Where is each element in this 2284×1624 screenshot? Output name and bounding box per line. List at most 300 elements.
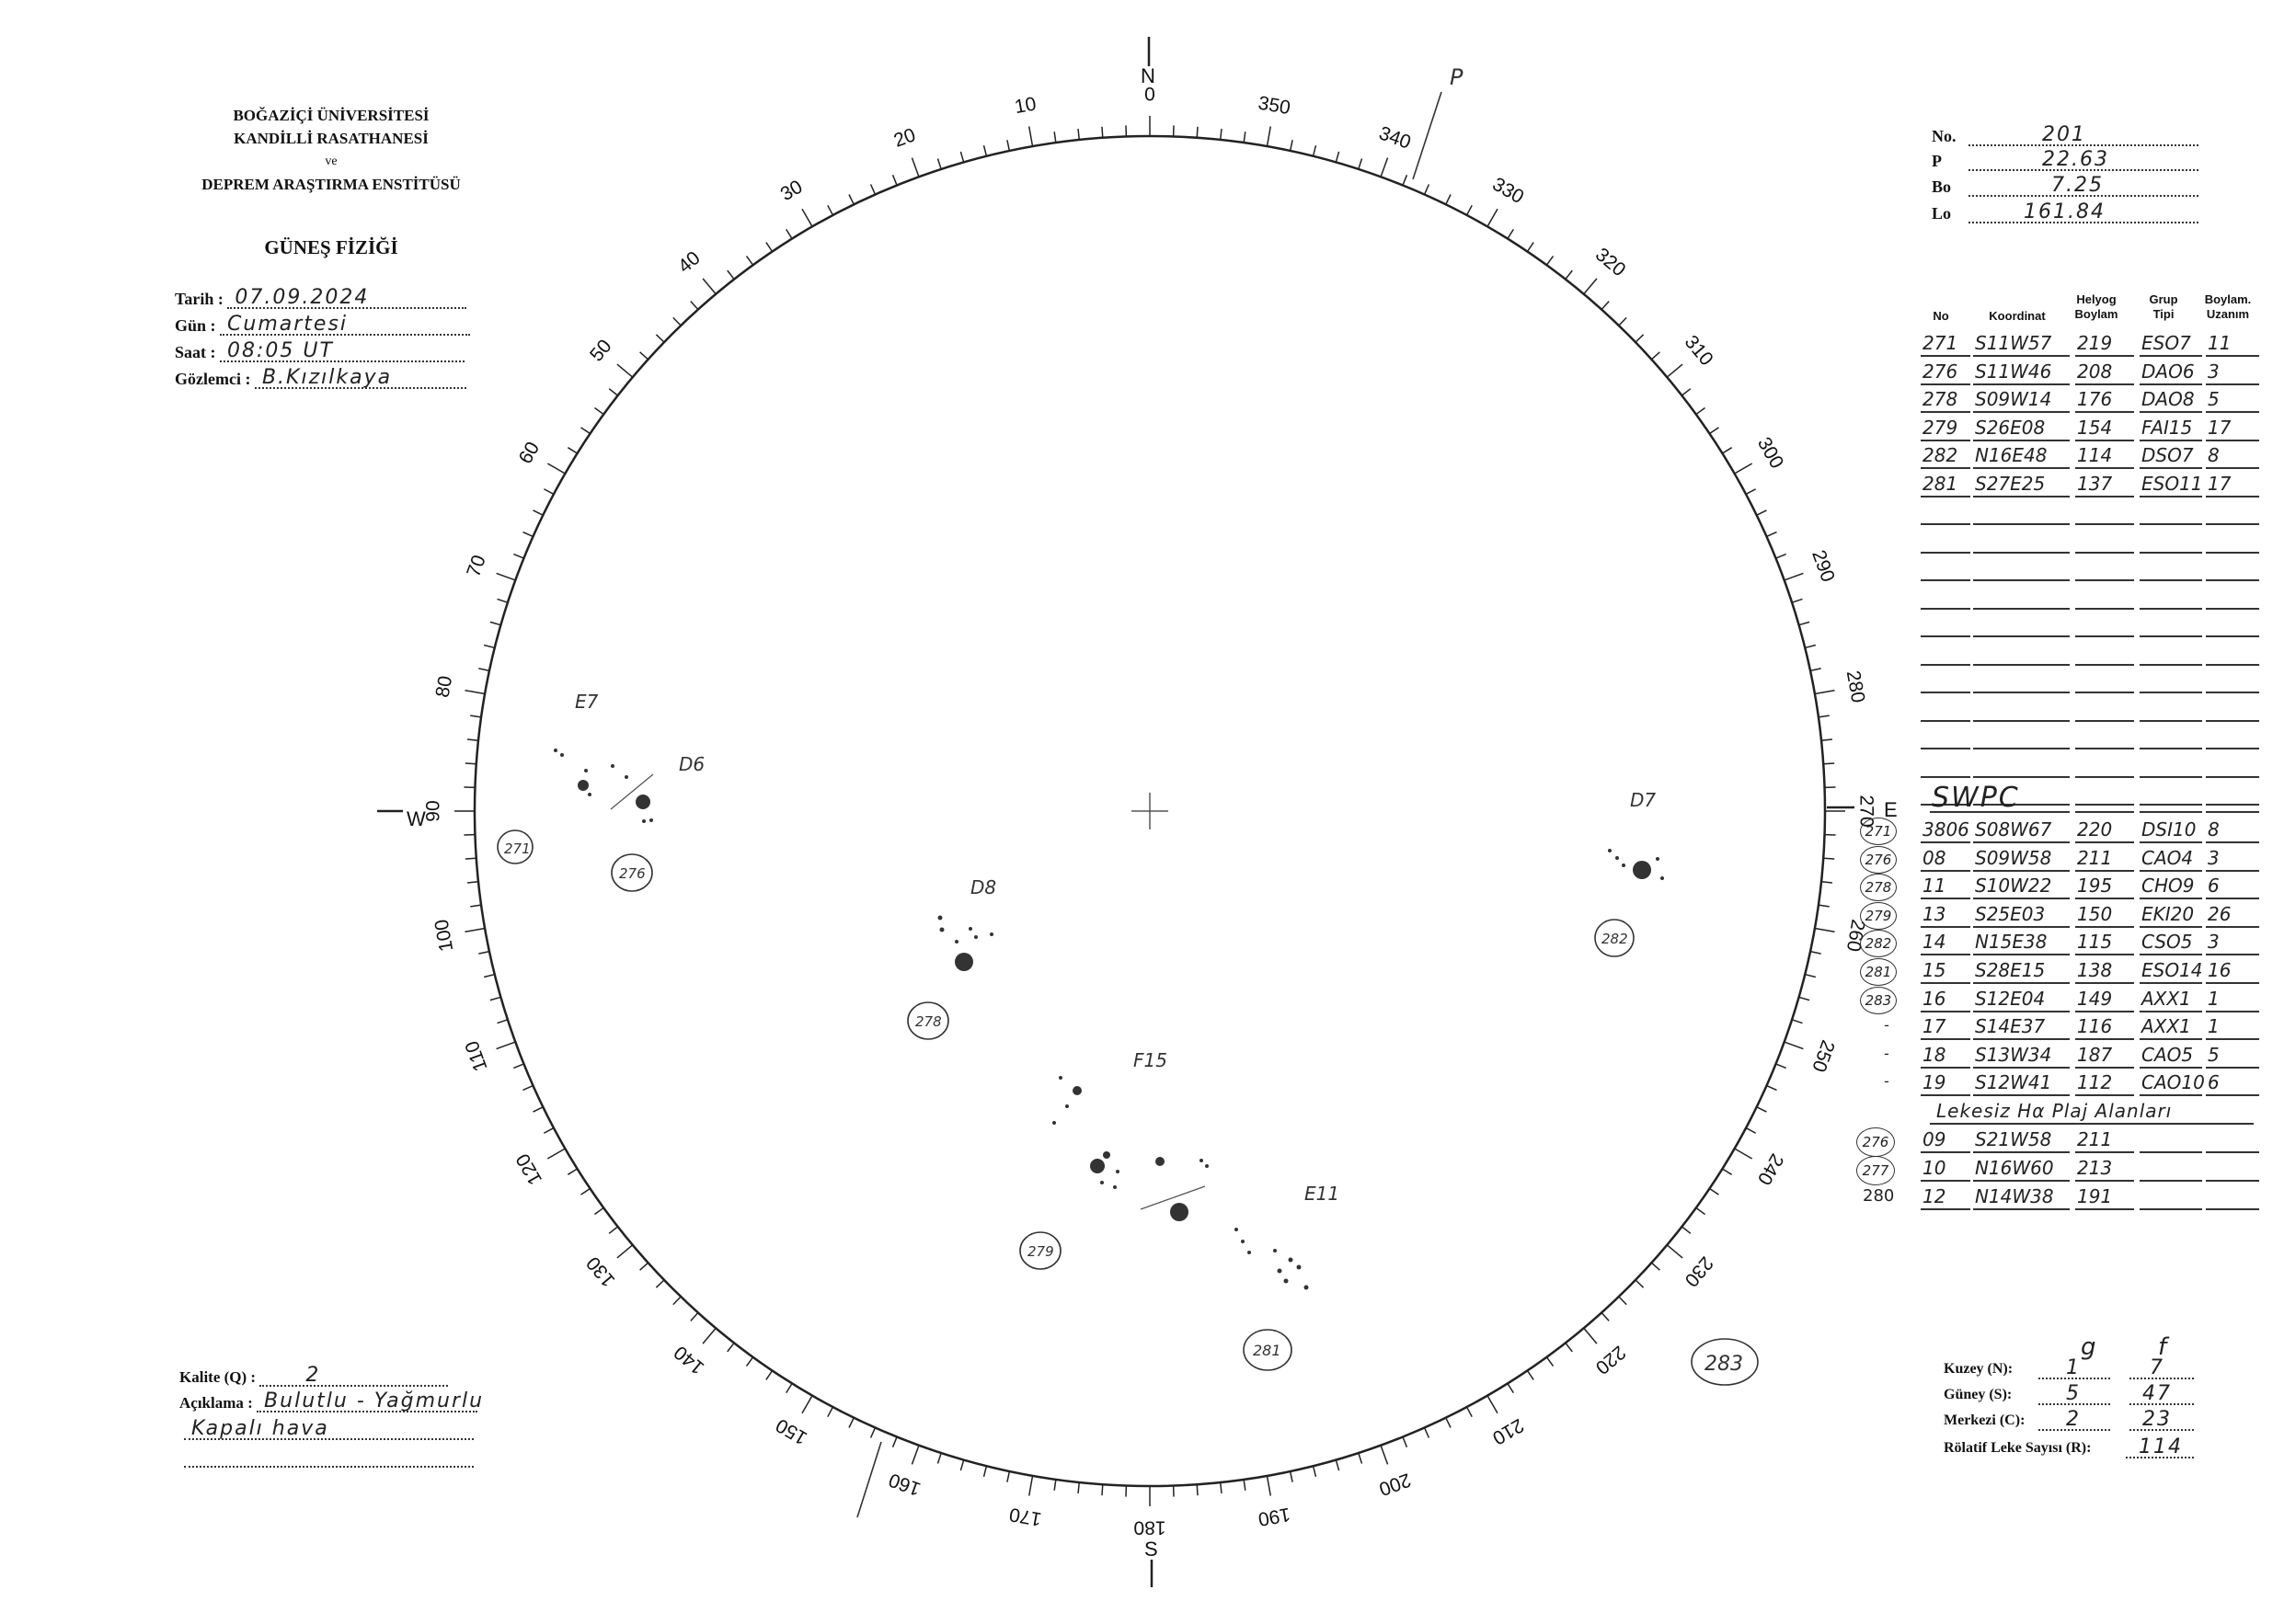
degree-tick: [1735, 1149, 1752, 1159]
table-cell-coord: S27E25: [1975, 472, 2046, 495]
table-cell-line: [2075, 1094, 2134, 1096]
degree-tick: [1805, 975, 1816, 978]
summary-north-row: [1944, 1356, 2164, 1379]
sunspot: [1073, 1086, 1082, 1095]
degree-tick: [786, 229, 792, 238]
swpc-ref-circle: 278: [1860, 874, 1897, 901]
table-cell-type: DAO6: [2141, 360, 2195, 383]
table-cell-line: [2140, 1011, 2202, 1012]
sunspot: [938, 916, 943, 921]
sunspot: [636, 795, 650, 809]
degree-tick: [1314, 145, 1316, 156]
table-cell-line: [1921, 1038, 1970, 1040]
degree-tick: [1757, 1107, 1767, 1112]
swpc-cell-lon: 220: [2077, 818, 2113, 841]
summary-north-label: Kuzey (N):: [1944, 1361, 2014, 1377]
plage-title: Lekesiz Hα Plaj Alanları: [1936, 1100, 2173, 1122]
table-cell-line: [2140, 411, 2202, 413]
degree-tick: [1566, 270, 1572, 279]
table-cell-ext: 11: [2208, 332, 2232, 354]
swpc-cell-lon: 149: [2077, 987, 2113, 1010]
swpc-cell-ext: 16: [2208, 959, 2232, 981]
degree-tick: [544, 489, 554, 495]
institution-line3: ve: [325, 154, 338, 168]
degree-tick: [465, 763, 476, 764]
date-label: Tarih :: [175, 290, 224, 308]
table-cell-line: [2140, 804, 2202, 806]
degree-tick: [1767, 1086, 1777, 1091]
department-title: GÜNEŞ FİZİĞİ: [264, 236, 398, 258]
degree-tick: [1446, 194, 1451, 204]
swpc-cell-coord: S12E04: [1975, 987, 2046, 1010]
sunspot: [1065, 1104, 1069, 1108]
table-cell-line: [1921, 1067, 1970, 1069]
degree-tick: [1651, 1263, 1659, 1270]
degree-tick: [1681, 389, 1690, 395]
table-cell-line: [2206, 1180, 2259, 1182]
degree-tick: [1267, 1476, 1270, 1496]
table-cell-line: [1921, 748, 1970, 749]
swpc-cell-no: 3806: [1922, 818, 1969, 841]
plage-cell-no: 12: [1922, 1185, 1946, 1207]
degree-tick: [1799, 622, 1810, 624]
sunspot: [625, 775, 628, 779]
summary-f-header: f: [2158, 1333, 2167, 1361]
sunspot: [578, 780, 589, 791]
table-cell-line: [2075, 841, 2134, 843]
time-label: Saat :: [175, 343, 216, 361]
degree-tick: [1746, 1128, 1756, 1134]
degree-label-150: 150: [772, 1413, 811, 1449]
degree-tick: [1054, 1480, 1056, 1491]
table-cell-line: [1973, 664, 2070, 666]
comment-label: Açıklama :: [179, 1394, 253, 1412]
degree-label-230: 230: [1680, 1252, 1717, 1291]
svg-text:283: 283: [1704, 1353, 1743, 1376]
degree-tick: [1792, 1020, 1802, 1024]
degree-tick: [1819, 905, 1830, 907]
degree-tick: [594, 408, 603, 415]
table-cell-coord: S11W46: [1975, 360, 2052, 383]
swpc-ref-circle: 281: [1860, 958, 1897, 986]
degree-label-40: 40: [673, 246, 705, 278]
date-value: 07.09.2024: [235, 286, 370, 309]
degree-tick: [609, 389, 617, 395]
table-cell-line: [1921, 467, 1970, 469]
swpc-cell-no: 13: [1922, 902, 1946, 925]
group-label-d6: D6: [679, 753, 706, 775]
degree-tick: [1221, 1482, 1222, 1493]
swpc-cell-coord: S14E37: [1975, 1015, 2046, 1038]
col-header-ext: Boylam. Uzanım: [2204, 292, 2252, 321]
table-cell-line: [1921, 720, 1970, 722]
degree-tick: [1821, 882, 1832, 883]
table-cell-line: [1973, 1094, 2070, 1096]
degree-tick: [1776, 1064, 1786, 1068]
degree-tick: [513, 1064, 523, 1068]
degree-tick: [1722, 448, 1731, 453]
degree-tick: [1815, 691, 1835, 694]
degree-tick: [1792, 599, 1802, 602]
degree-label-80: 80: [431, 674, 457, 700]
degree-label-240: 240: [1752, 1149, 1788, 1189]
summary-south-label: Güney (S):: [1944, 1387, 2013, 1402]
degree-label-10: 10: [1013, 93, 1039, 119]
table-cell-line: [1973, 635, 2070, 637]
col-header-lon: Helyog Boylam: [2074, 292, 2118, 321]
sunspot: [1113, 1185, 1117, 1189]
degree-tick: [533, 510, 543, 515]
table-cell-line: [2206, 1094, 2259, 1096]
table-cell-line: [1921, 608, 1970, 610]
summary-north-f: 7: [2150, 1356, 2164, 1379]
swpc-cell-coord: S25E03: [1975, 902, 2046, 925]
degree-tick: [1487, 1396, 1498, 1413]
degree-tick: [470, 715, 481, 717]
p-axis-label: P: [1450, 64, 1463, 90]
table-cell-line: [2075, 664, 2134, 666]
degree-label-160: 160: [886, 1469, 924, 1500]
table-cell-line: [2206, 898, 2259, 899]
swpc-cell-ext: 8: [2208, 818, 2220, 841]
degree-tick: [478, 669, 489, 670]
summary-south-f: 47: [2142, 1382, 2172, 1405]
table-cell-ext: 3: [2208, 360, 2220, 383]
degree-label-350: 350: [1257, 92, 1292, 120]
swpc-cell-no: 15: [1922, 959, 1946, 981]
degree-tick: [470, 905, 481, 907]
svg-text:281: 281: [1253, 1342, 1281, 1359]
swpc-cell-lon: 187: [2077, 1043, 2113, 1066]
table-cell-line: [1973, 496, 2070, 497]
summary-r-label: Rölatif Leke Sayısı (R):: [1944, 1440, 2092, 1456]
sunspot-group-282: [1608, 849, 1664, 880]
degree-label-30: 30: [776, 176, 807, 206]
sunspot: [584, 769, 588, 772]
degree-tick: [656, 1280, 664, 1287]
table-cell-type: DSO7: [2141, 444, 2194, 466]
table-cell-line: [1973, 579, 2070, 581]
degree-tick: [465, 928, 485, 932]
table-cell-line: [2075, 552, 2134, 554]
degree-tick: [1197, 127, 1198, 138]
table-cell-line: [2206, 552, 2259, 554]
swpc-cell-ext: 5: [2208, 1043, 2220, 1066]
table-cell-line: [1921, 870, 1970, 872]
degree-tick: [640, 1263, 648, 1270]
degree-tick: [728, 1343, 734, 1351]
degree-tick: [617, 364, 633, 377]
table-cell-line: [2075, 635, 2134, 637]
table-cell-line: [2140, 1038, 2202, 1040]
degree-tick: [656, 335, 664, 342]
swpc-ref-dash: -: [1884, 1016, 1889, 1035]
degree-tick: [893, 175, 897, 185]
table-cell-ext: 17: [2208, 416, 2232, 439]
sunspot: [1199, 1159, 1203, 1162]
degree-label-50: 50: [585, 335, 616, 366]
table-cell-line: [1973, 355, 2070, 357]
summary-south-row: [1944, 1382, 2172, 1405]
swpc-cell-ext: 3: [2208, 931, 2220, 954]
summary-south-g: 5: [2066, 1382, 2081, 1405]
table-cell-line: [2206, 1011, 2259, 1012]
table-cell-line: [2140, 720, 2202, 722]
table-cell-line: [2075, 1180, 2134, 1182]
degree-tick: [1601, 302, 1609, 310]
degree-tick: [703, 1328, 716, 1344]
degree-tick: [1815, 928, 1835, 932]
degree-tick: [912, 1446, 919, 1465]
time-value: 08:05 UT: [227, 339, 334, 362]
degree-tick: [1785, 573, 1804, 580]
table-cell-no: 279: [1922, 416, 1958, 439]
svg-text:279: 279: [1027, 1243, 1054, 1260]
degree-tick: [1102, 127, 1103, 138]
swpc-cell-type: CAO4: [2141, 846, 2194, 869]
table-cell-line: [2206, 720, 2259, 722]
degree-tick: [960, 152, 963, 163]
table-cell-line: [1921, 635, 1970, 637]
col-header-type: Grup Tipi: [2149, 292, 2178, 321]
svg-text:276: 276: [619, 865, 646, 882]
east-letter: E: [1884, 798, 1898, 821]
degree-tick: [849, 194, 854, 204]
degree-tick: [1336, 1460, 1338, 1471]
table-cell-line: [2140, 954, 2202, 955]
swpc-cell-lon: 150: [2077, 902, 2113, 925]
table-cell-no: 281: [1922, 472, 1958, 495]
swpc-cell-type: CHO9: [2141, 875, 2195, 898]
degree-tick: [1785, 1042, 1804, 1049]
degree-tick: [766, 1371, 773, 1380]
degree-label-320: 320: [1590, 244, 1630, 281]
degree-tick: [1403, 175, 1406, 185]
swpc-cell-no: 14: [1922, 931, 1946, 954]
param-lo-value: 161.84: [2024, 200, 2106, 223]
comment-line2-row: [184, 1417, 474, 1440]
north-letter: N: [1141, 64, 1155, 87]
table-cell-line: [2075, 982, 2134, 984]
plage-ref-plain: 280: [1863, 1186, 1895, 1206]
degree-tick: [1007, 140, 1009, 151]
degree-tick: [581, 1188, 591, 1195]
table-cell-line: [1921, 692, 1970, 693]
table-cell-coord: S09W14: [1975, 388, 2052, 410]
swpc-cell-type: AXX1: [2141, 1015, 2191, 1038]
group-label-d8: D8: [970, 876, 997, 898]
sunspot-group-271-276: [554, 749, 653, 823]
degree-tick: [1029, 126, 1033, 146]
table-cell-line: [2206, 1067, 2259, 1069]
swpc-cell-coord: N15E38: [1975, 931, 2048, 954]
swpc-cell-no: 17: [1922, 1015, 1946, 1038]
degree-tick: [640, 352, 648, 360]
degree-tick: [522, 1086, 533, 1091]
degree-tick: [617, 1245, 633, 1258]
table-cell-line: [2206, 954, 2259, 955]
degree-tick: [984, 1466, 987, 1477]
degree-tick: [703, 279, 716, 294]
swpc-cell-lon: 195: [2077, 875, 2113, 898]
svg-text:282: 282: [1601, 931, 1628, 947]
degree-tick: [802, 1396, 812, 1413]
table-cell-line: [1921, 1011, 1970, 1012]
table-cell-line: [2206, 383, 2259, 385]
table-cell-line: [1973, 811, 2070, 813]
table-cell-line: [2075, 523, 2134, 525]
degree-label-340: 340: [1376, 122, 1414, 154]
summary-center-g: 2: [2066, 1408, 2081, 1431]
sunspot: [560, 753, 564, 757]
plage-cell-no: 09: [1922, 1128, 1946, 1150]
sunspot: [1273, 1249, 1277, 1252]
sunspot: [1090, 1159, 1105, 1173]
table-cell-line: [2206, 776, 2259, 778]
table-cell-line: [2140, 982, 2202, 984]
degree-tick: [871, 184, 876, 194]
degree-tick: [1314, 1466, 1316, 1477]
degree-label-280: 280: [1842, 669, 1869, 704]
degree-label-110: 110: [461, 1037, 492, 1075]
table-cell-lon: 154: [2077, 416, 2113, 439]
table-cell-line: [1973, 523, 2070, 525]
degree-label-310: 310: [1680, 331, 1717, 371]
table-cell-line: [2075, 926, 2134, 928]
table-cell-line: [2140, 383, 2202, 385]
swpc-cell-coord: S09W58: [1975, 846, 2052, 869]
table-cell-line: [1973, 383, 2070, 385]
degree-tick: [1651, 352, 1659, 360]
degree-tick: [849, 1418, 854, 1428]
degree-label-250: 250: [1808, 1037, 1839, 1075]
table-cell-line: [2140, 496, 2202, 497]
degree-tick: [747, 1357, 753, 1367]
table-cell-line: [2206, 1208, 2259, 1210]
group-ref-271: [498, 830, 533, 863]
sunspot: [554, 749, 557, 752]
plage-title-line: [1930, 1123, 2254, 1125]
swpc-cell-ext: 6: [2208, 1071, 2220, 1094]
degree-tick: [1584, 279, 1597, 294]
table-cell-line: [1921, 440, 1970, 441]
degree-tick: [1546, 256, 1553, 265]
table-cell-no: 282: [1922, 444, 1958, 466]
degree-tick: [1735, 463, 1752, 474]
table-cell-line: [2206, 579, 2259, 581]
swpc-cell-type: DSI10: [2141, 818, 2197, 841]
param-p: [1932, 148, 2198, 171]
swpc-cell-no: 11: [1922, 875, 1946, 898]
degree-tick: [1527, 1371, 1533, 1380]
day-label: Gün :: [175, 316, 216, 335]
degree-tick: [691, 1312, 698, 1321]
sunspot: [1059, 1076, 1062, 1080]
institution-line2: KANDİLLİ RASATHANESİ: [234, 130, 429, 147]
quality-field: [179, 1364, 448, 1387]
swpc-cell-lon: 138: [2077, 959, 2113, 981]
degree-tick: [1508, 1383, 1513, 1392]
degree-tick: [1381, 1446, 1388, 1465]
sunspot: [1297, 1265, 1302, 1270]
table-cell-line: [2140, 1151, 2202, 1153]
degree-tick: [1584, 1328, 1597, 1344]
table-cell-line: [1973, 841, 2070, 843]
observer-label: Gözlemci :: [175, 370, 251, 388]
degree-label-300: 300: [1752, 433, 1788, 473]
degree-tick: [1757, 510, 1767, 515]
table-cell-line: [2206, 608, 2259, 610]
degree-tick: [1054, 132, 1056, 143]
table-cell-line: [1921, 579, 1970, 581]
table-cell-line: [1921, 898, 1970, 899]
table-cell-line: [2206, 926, 2259, 928]
table-cell-line: [1973, 440, 2070, 441]
degree-tick: [568, 448, 577, 453]
table-cell-line: [2140, 440, 2202, 441]
degree-tick: [1667, 1245, 1682, 1258]
degree-label-20: 20: [890, 124, 919, 152]
observer-value: B.Kızılkaya: [261, 366, 393, 389]
param-bo-value: 7.25: [2051, 174, 2104, 197]
table-cell-line: [2075, 1011, 2134, 1012]
degree-tick: [871, 1428, 876, 1438]
p-axis-south: [857, 1442, 881, 1517]
table-cell-line: [1921, 1208, 1970, 1210]
sunspot: [1052, 1121, 1056, 1125]
swpc-cell-ext: 1: [2208, 987, 2220, 1010]
degree-label-200: 200: [1376, 1469, 1414, 1500]
sunspot: [969, 927, 972, 931]
summary-center-label: Merkezi (C):: [1944, 1412, 2026, 1428]
swpc-cell-lon: 115: [2077, 931, 2113, 954]
degree-tick: [1776, 555, 1786, 558]
param-no-label: No.: [1932, 127, 1957, 145]
degree-tick: [547, 463, 565, 474]
swpc-ref-dash: -: [1884, 1072, 1889, 1091]
degree-tick: [673, 1297, 681, 1305]
table-cell-line: [2140, 841, 2202, 843]
summary-r-value: 114: [2139, 1435, 2183, 1458]
table-cell-line: [2075, 898, 2134, 899]
param-no-value: 201: [2042, 123, 2086, 146]
swpc-cell-type: CAO5: [2141, 1043, 2194, 1066]
degree-tick: [1636, 335, 1644, 342]
degree-tick: [1244, 132, 1245, 143]
table-cell-line: [1973, 926, 2070, 928]
sunspot: [955, 953, 973, 971]
swpc-cell-type: EKI20: [2141, 902, 2195, 925]
table-cell-line: [2140, 870, 2202, 872]
swpc-cell-ext: 6: [2208, 875, 2220, 898]
degree-tick: [1710, 428, 1719, 434]
swpc-title: SWPC: [1932, 782, 2020, 814]
degree-tick: [1102, 1484, 1103, 1495]
table-cell-line: [1973, 467, 2070, 469]
plage-cell-lon: 191: [2077, 1185, 2113, 1207]
sunspot: [1608, 849, 1612, 852]
degree-tick: [802, 209, 812, 226]
degree-tick: [465, 691, 485, 694]
sunspot: [588, 793, 591, 796]
table-cell-line: [2206, 1151, 2259, 1153]
table-cell-line: [1973, 1067, 2070, 1069]
table-cell-line: [2140, 579, 2202, 581]
param-p-value: 22.63: [2042, 148, 2109, 171]
table-cell-line: [2206, 496, 2259, 497]
plage-cell-coord: N14W38: [1975, 1185, 2054, 1207]
plage-cell-lon: 211: [2077, 1128, 2113, 1150]
